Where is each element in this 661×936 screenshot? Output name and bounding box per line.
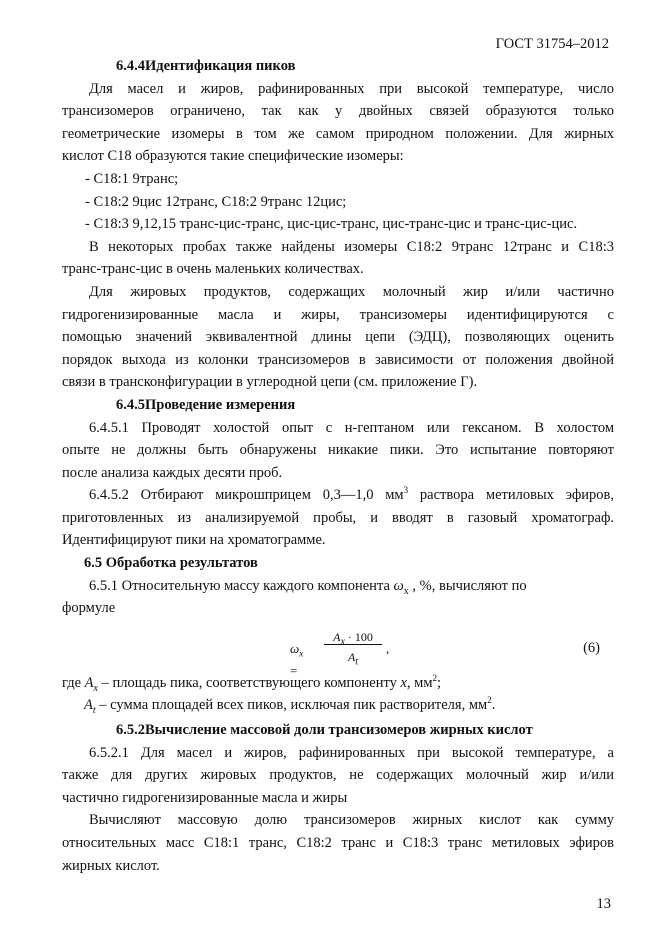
omega-symbol: ω: [290, 640, 300, 656]
formula-fraction: [324, 626, 382, 669]
text-line: связи в трансконфигурации в углеродной цепи (см. приложение Г).: [62, 374, 478, 391]
page-number: 13: [596, 896, 611, 912]
superscript: 2: [432, 672, 438, 683]
superscript: 2: [487, 695, 492, 706]
formula-lhs: [290, 638, 303, 683]
text-line: [62, 575, 614, 598]
standard-header: ГОСТ 31754–2012: [495, 36, 609, 52]
superscript: 3: [403, 485, 409, 496]
text-line: Для масел и жиров, рафинированных при высокой температуре, число: [89, 80, 614, 97]
where-line-1: [62, 672, 614, 695]
text-line: помощью значений эквивалентной длины цепи (ЭДЦ), позволяющих оценить: [62, 329, 614, 346]
variable: x: [400, 674, 407, 691]
section-title: Идентификация пиков: [145, 58, 296, 74]
text-fragment: .: [491, 697, 496, 714]
text-line: после анализа каждых десяти проб.: [62, 464, 283, 481]
section-heading-6-4-4: [62, 55, 614, 78]
subscript: t: [92, 705, 96, 717]
text-line: приготовленных из анализируемой пробы, и вводят в газовый хроматограф.: [62, 509, 614, 526]
text-line: жирных кислот.: [62, 857, 160, 874]
subscript: x: [403, 585, 409, 597]
text-line: Для жировых продуктов, содержащих молочный жир и/или частично: [89, 283, 614, 300]
text-line: Идентифицируют пики на хроматограмме.: [62, 532, 326, 549]
list-item: - С18:2 9цис 12транс, С18:2 9транс 12цис;: [85, 193, 347, 210]
text-line: 6.5.2.1 Для масел и жиров, рафинированных при высокой температуре, а: [89, 744, 614, 761]
variable: A: [333, 629, 341, 644]
text-fragment: – сумма площадей всех пиков, исключая пик растворителя, мм: [95, 697, 488, 714]
text-fragment: , мм: [406, 674, 433, 691]
text-line: кислот С18 образуются такие специфические изомеры:: [62, 148, 404, 165]
text-fragment: где: [62, 674, 85, 691]
text-line: [62, 484, 614, 507]
variable: A: [347, 649, 356, 664]
text-fragment: раствора метиловых эфиров,: [408, 487, 614, 504]
text-fragment: – площадь пика, соответствующего компоненту: [97, 674, 401, 691]
where-line-2: [62, 694, 614, 717]
text-line: также для других жировых продуктов, не содержащих молочный жир и/или: [62, 767, 614, 784]
text-line: опыте не должны быть обнаружены никакие пики. Это испытание повторяют: [62, 442, 614, 459]
text-line: геометрические изомеры в том же самом природном положении. Для жирных: [62, 125, 614, 142]
text-line: частично гидрогенизированные масла и жиры: [62, 789, 348, 806]
section-heading-6-4-5: [62, 394, 614, 417]
formula-number: (6): [583, 639, 600, 656]
section-title: Вычисление массовой доли трансизомеров жирных кислот: [145, 722, 533, 739]
section-number: 6.5.2: [116, 722, 145, 739]
formula-comma: ,: [386, 640, 390, 656]
text-fragment: · 100: [344, 629, 373, 644]
text-line: гидрогенизированные масла и жиры, трансизомеры идентифицируются с: [62, 306, 614, 323]
text-line: В некоторых пробах также найдены изомеры С18:2 9транс 12транс и С18:3: [89, 238, 614, 255]
text-line: относительных масс С18:1 транс, С18:2 транс и С18:3 транс метиловых эфиров: [62, 835, 614, 851]
text-line: 6.4.5.1 Проводят холостой опыт с н-гептаном или гексаном. В холостом: [89, 419, 614, 436]
section-number: 6.4.4: [116, 58, 145, 74]
variable: A: [84, 674, 94, 691]
page-content: [62, 55, 614, 877]
text-fragment: 6.4.5.2 Отбирают микрошприцем 0,3—1,0 мм: [89, 487, 404, 504]
denominator: [324, 646, 382, 669]
text-line: Вычисляют массовую долю трансизомеров жирных кислот как сумму: [89, 812, 614, 829]
list-item: - С18:1 9транс;: [85, 170, 179, 187]
text-line: формуле: [62, 600, 116, 617]
subscript: x: [93, 682, 98, 694]
subscript: x: [299, 648, 304, 659]
text-fragment: ;: [437, 674, 442, 691]
text-line: порядок выхода из колонки трансизомеров в зависимости от положения двойной: [62, 351, 614, 368]
section-heading-6-5-2: [62, 719, 614, 742]
omega-symbol: ω: [393, 577, 404, 594]
numerator: [324, 626, 382, 648]
equals-sign: =: [290, 663, 298, 679]
section-heading-6-5: 6.5 Обработка результатов: [84, 555, 258, 572]
section-number: 6.4.5: [116, 396, 145, 413]
list-item: - С18:3 9,12,15 транс-цис-транс, цис-цис-транс, цис-транс-цис и транс-цис-цис.: [85, 216, 578, 233]
subscript: x: [340, 636, 345, 648]
formula-6: [62, 622, 614, 679]
text-line: транс-транс-цис в очень маленьких количествах.: [62, 261, 364, 278]
subscript: t: [355, 656, 359, 668]
text-fragment: , %, вычисляют по: [408, 577, 527, 594]
variable: A: [84, 697, 93, 714]
text-fragment: 6.5.1 Относительную массу каждого компонента: [89, 577, 394, 594]
text-line: трансизомеров ограничено, так как у двойных связей образуются только: [62, 103, 614, 120]
section-title: Проведение измерения: [145, 396, 296, 413]
